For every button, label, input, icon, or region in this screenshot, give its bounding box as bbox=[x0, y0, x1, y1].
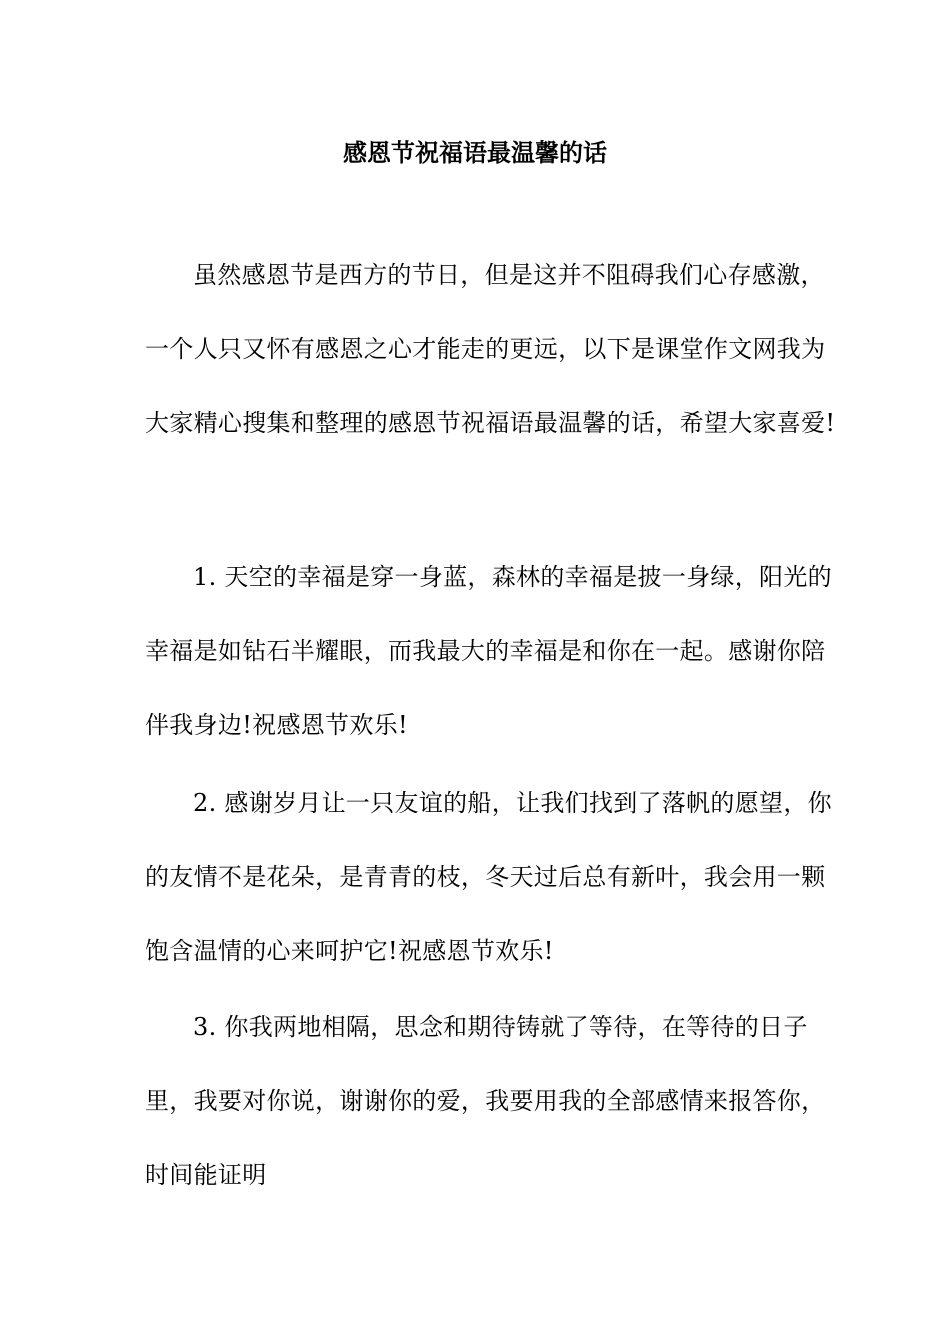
document-title: 感恩节祝福语最温馨的话 bbox=[343, 138, 607, 167]
intro-paragraph: 虽然感恩节是西方的节日，但是这并不阻碍我们心存感激，一个人只又怀有感恩之心才能走的更远，以下是课堂作文网我为大家精心搜集和整理的感恩节祝福语最温馨的话，希望大家喜爱! bbox=[145, 261, 836, 437]
wish-paragraph-2: 2. 感谢岁月让一只友谊的船，让我们找到了落帆的愿望，你的友情不是花朵，是青青的枝，冬天过后总有新叶，我会用一颗饱含温情的心来呵护它!祝感恩节欢乐! bbox=[145, 789, 832, 965]
wish-paragraph-3: 3. 你我两地相隔，思念和期待铸就了等待，在等待的日子里，我要对你说，谢谢你的爱，我要用我的全部感情来报答你，时间能证明 bbox=[145, 1013, 826, 1189]
wish-paragraph-1: 1. 天空的幸福是穿一身蓝，森林的幸福是披一身绿，阳光的幸福是如钻石半耀眼，而我最大的幸福是和你在一起。感谢你陪伴我身边!祝感恩节欢乐! bbox=[145, 563, 832, 739]
